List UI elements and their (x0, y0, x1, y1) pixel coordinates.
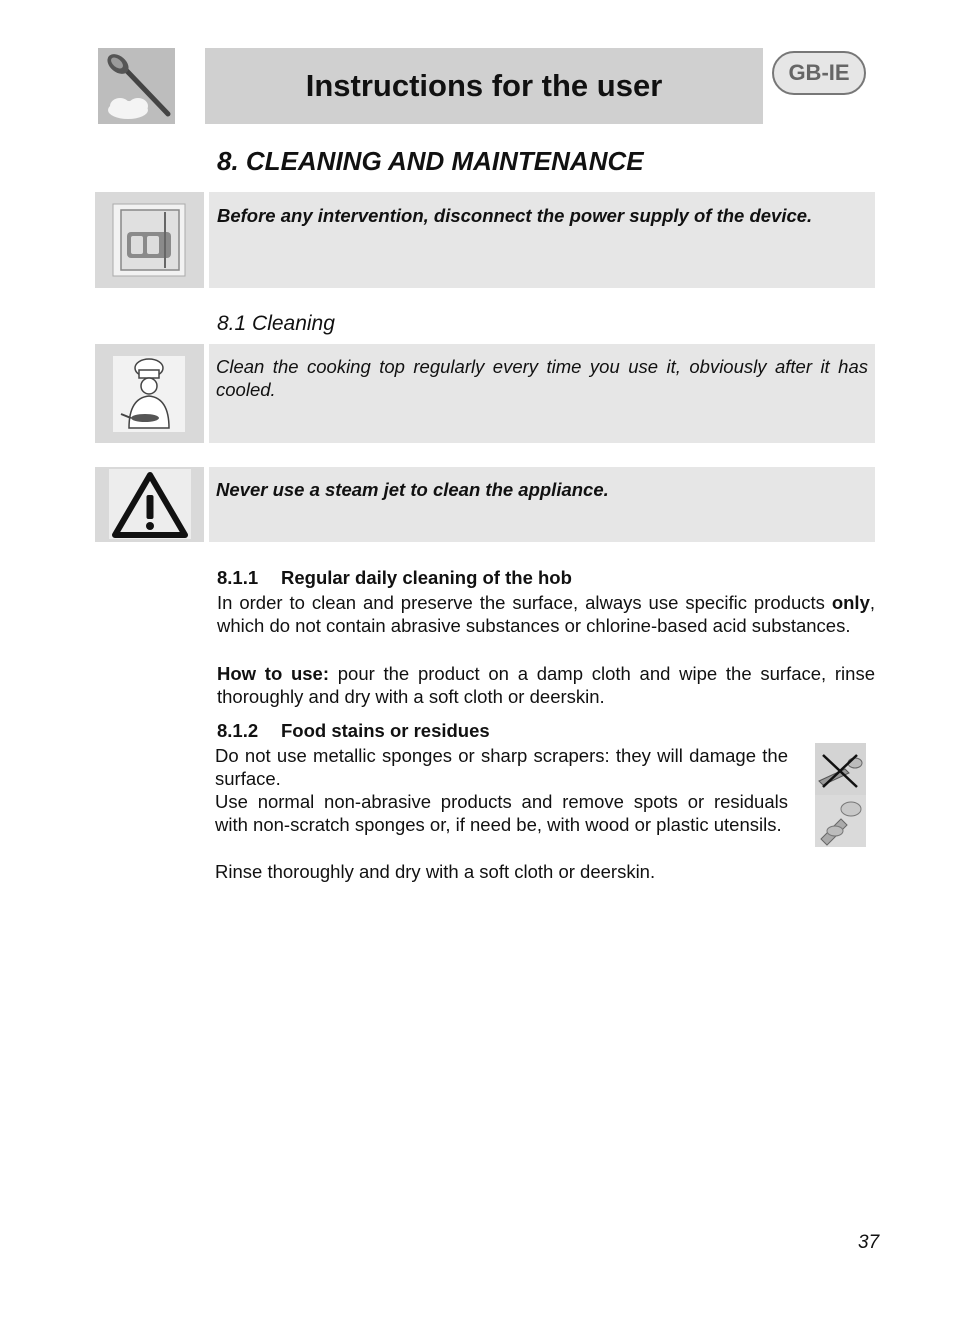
food-stains-heading (217, 720, 490, 742)
steam-warning-text: Never use a steam jet to clean the appliance. (216, 479, 609, 500)
section-title: 8. CLEANING AND MAINTENANCE (217, 146, 644, 176)
daily-cleaning-title: Regular daily cleaning of the hob (281, 567, 572, 588)
subsection-heading: 8.1 Cleaning (217, 312, 335, 335)
utensils-illustration (815, 743, 866, 847)
warning-note-icon-cell (95, 467, 204, 542)
chef-note-text-cell (209, 344, 875, 443)
how-to-use-text: pour the product on a damp cloth and wipe the surface, rinse thoroughly and dry with a soft cloth or deerskin. (217, 663, 875, 707)
power-note-text-cell (209, 192, 875, 288)
daily-cleaning-heading (217, 567, 572, 589)
crossed-scraper-icon (815, 743, 866, 795)
food-stains-paragraph-3: Rinse thoroughly and dry with a soft cloth or deerskin. (215, 861, 656, 882)
warning-triangle-icon (95, 467, 204, 542)
power-warning-text: Before any intervention, disconnect the power supply of the device. (217, 205, 813, 226)
chef-cooking-icon (95, 344, 204, 443)
daily-cleaning-paragraph-2 (217, 662, 875, 708)
language-badge: GB-IE (772, 51, 866, 95)
daily-p1-text-a: In order to clean and preserve the surface, always use specific products (217, 592, 832, 613)
power-switch-icon (95, 192, 204, 288)
food-stains-number: 8.1.2 (217, 720, 259, 741)
clean-regularly-text: Clean the cooking top regularly every time you use it, obviously after it has cooled. (216, 356, 868, 400)
how-to-use-label: How to use: (217, 663, 330, 684)
daily-p1-bold: only (831, 592, 870, 613)
daily-p1-text-b: , which do not contain abrasive substances or chlorine-based acid substances. (217, 592, 875, 636)
page-number: 37 (858, 1232, 880, 1253)
page-title: Instructions for the user (305, 68, 663, 103)
food-stains-paragraph-2: Use normal non-abrasive products and remove spots or residuals with non-scratch sponges or, if need be, with wood or plastic utensils. (215, 791, 788, 835)
food-stains-paragraph-1: Do not use metallic sponges or sharp scrapers: they will damage the surface. (215, 745, 788, 789)
chef-note-icon-cell (95, 344, 204, 443)
power-note-icon-cell (95, 192, 204, 288)
chef-spoon-logo-icon (98, 48, 175, 124)
daily-cleaning-paragraph-1 (217, 591, 875, 637)
header-title-box (205, 48, 763, 124)
food-stains-title: Food stains or residues (281, 720, 490, 741)
sponge-utensil-icon (815, 795, 866, 847)
warning-note-text-cell (209, 467, 875, 542)
daily-cleaning-number: 8.1.1 (217, 567, 259, 588)
